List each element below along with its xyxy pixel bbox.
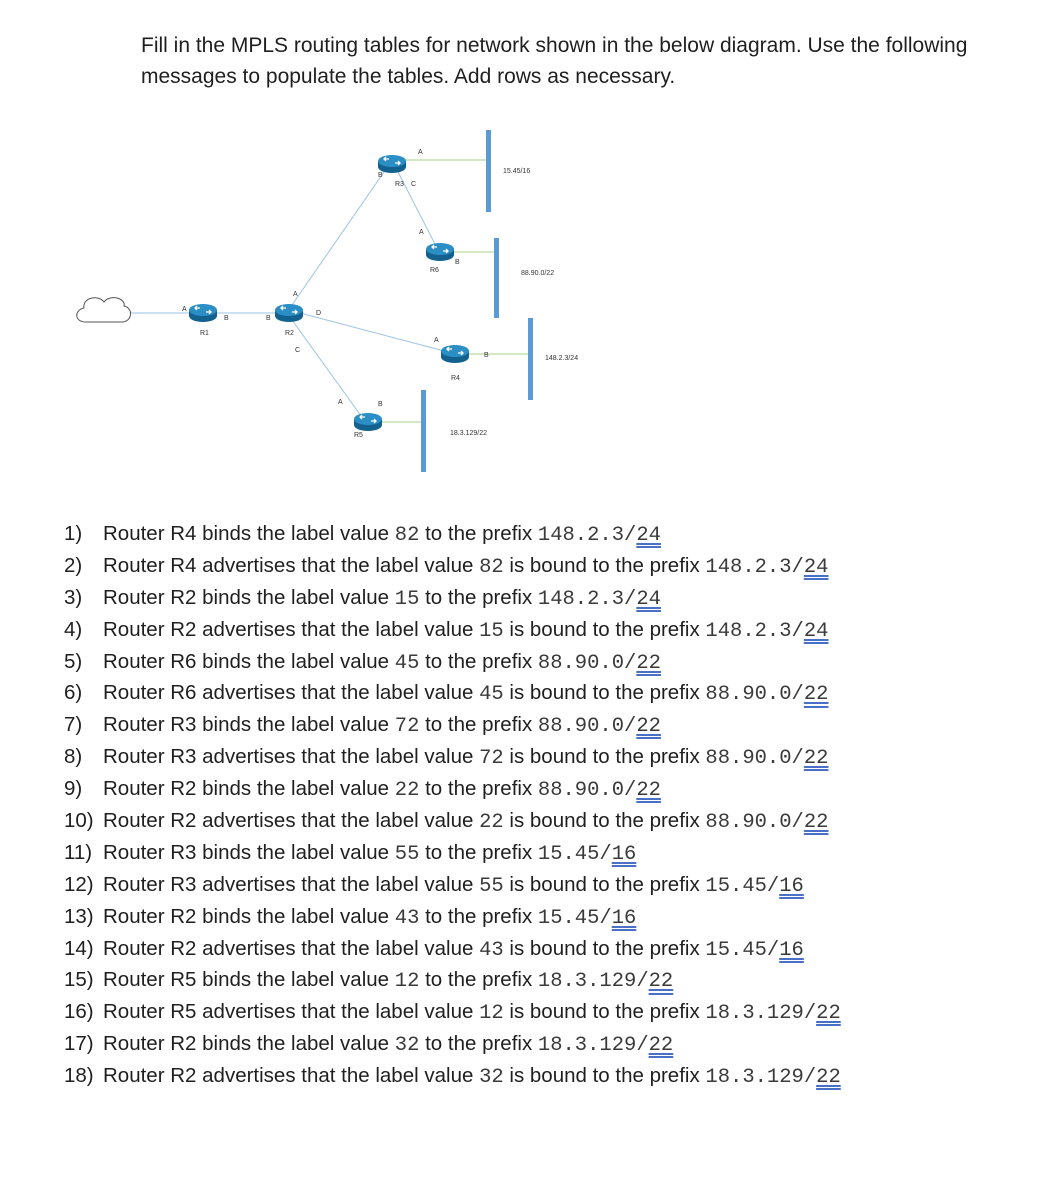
message-prefix-base: 148.2.3/ — [705, 619, 804, 643]
message-item — [64, 741, 841, 773]
message-prefix — [538, 907, 636, 930]
message-prefix — [705, 1066, 840, 1089]
message-item — [64, 1028, 841, 1060]
message-prefix-length: 16 — [779, 874, 804, 898]
message-label-value: 22 — [394, 779, 420, 803]
message-connector: to the prefix — [425, 713, 533, 737]
network-label-15-45: 15.45/16 — [503, 168, 531, 175]
message-label-value: 72 — [479, 747, 504, 771]
message-prefix-length: 24 — [636, 524, 661, 547]
message-label-value: 32 — [394, 1034, 420, 1058]
port-r4-b: B — [484, 352, 489, 359]
message-connector: is bound to the prefix — [509, 1000, 700, 1024]
message-number: 12) — [64, 872, 94, 896]
message-number: 13) — [64, 904, 94, 928]
port-r5-b: B — [378, 401, 383, 408]
message-router: Router R2 — [103, 809, 197, 833]
message-prefix-base: 88.90.0/ — [705, 747, 804, 771]
message-connector: is bound to the prefix — [509, 1064, 700, 1088]
message-prefix — [705, 811, 828, 834]
message-number: 15) — [64, 968, 94, 992]
router-r5-label: R5 — [354, 432, 363, 439]
router-r1-label: R1 — [200, 330, 209, 337]
message-prefix-base: 15.45/ — [705, 874, 780, 898]
message-connector: to the prefix — [425, 904, 533, 928]
message-router: Router R2 — [103, 1032, 197, 1056]
message-item — [64, 550, 841, 582]
message-router: Router R2 — [103, 904, 197, 928]
message-item — [64, 582, 841, 614]
message-router: Router R2 — [103, 617, 197, 641]
message-router: Router R6 — [103, 649, 197, 673]
message-prefix-length: 16 — [611, 842, 637, 866]
network-label-88-90: 88.90.0/22 — [521, 270, 555, 277]
message-prefix — [538, 588, 661, 611]
network-label-18-3: 18.3.129/22 — [450, 430, 487, 437]
message-prefix-base: 15.45/ — [705, 938, 780, 962]
router-r5-icon — [354, 413, 382, 431]
message-prefix-length: 24 — [636, 587, 661, 611]
message-label-value: 45 — [479, 683, 504, 707]
message-prefix-base: 88.90.0/ — [705, 683, 804, 707]
message-item — [64, 677, 841, 709]
message-item — [64, 901, 841, 933]
message-prefix-length: 22 — [636, 715, 661, 739]
message-label-value: 43 — [479, 938, 504, 962]
message-prefix-length: 22 — [648, 1034, 674, 1058]
message-connector: is bound to the prefix — [509, 936, 700, 960]
network-bar-88-90 — [494, 238, 499, 318]
message-item — [64, 837, 841, 869]
cloud-icon — [77, 298, 131, 322]
message-prefix — [705, 683, 828, 706]
message-number: 3) — [64, 585, 83, 609]
message-item — [64, 869, 841, 901]
message-prefix — [705, 747, 828, 770]
message-number: 4) — [64, 617, 83, 641]
message-label-value: 55 — [479, 874, 504, 898]
message-label-value: 15 — [394, 587, 420, 611]
message-prefix — [538, 843, 636, 866]
message-router: Router R2 — [103, 936, 197, 960]
message-router: Router R3 — [103, 872, 197, 896]
message-prefix-base: 88.90.0/ — [705, 811, 804, 835]
message-item — [64, 709, 841, 741]
message-prefix-base: 18.3.129/ — [705, 1066, 817, 1090]
message-prefix — [705, 1002, 840, 1025]
message-label-value: 43 — [394, 906, 420, 930]
message-label-value: 45 — [394, 651, 420, 675]
message-number: 5) — [64, 649, 83, 673]
message-prefix-base: 18.3.129/ — [705, 1002, 817, 1026]
message-prefix — [705, 939, 803, 962]
message-prefix-base: 148.2.3/ — [705, 555, 804, 579]
router-r2-icon — [275, 304, 303, 322]
message-connector: is bound to the prefix — [509, 745, 700, 769]
port-r5-a: A — [338, 399, 343, 406]
message-connector: to the prefix — [425, 840, 533, 864]
message-number: 9) — [64, 777, 83, 801]
message-verb: advertises that the label value — [202, 872, 474, 896]
message-prefix-base: 88.90.0/ — [537, 651, 637, 675]
message-prefix-length: 22 — [816, 1066, 841, 1090]
message-item — [64, 518, 841, 550]
message-prefix-length: 22 — [803, 747, 829, 771]
port-r1-b: B — [224, 315, 229, 322]
message-verb: binds the label value — [202, 522, 390, 545]
message-item — [64, 773, 841, 805]
message-verb: binds the label value — [202, 1032, 390, 1056]
message-number: 8) — [64, 745, 83, 769]
message-verb: binds the label value — [202, 968, 390, 992]
message-prefix-base: 148.2.3/ — [537, 524, 637, 547]
message-prefix — [538, 970, 673, 993]
message-prefix-length: 24 — [803, 619, 829, 643]
network-bar-148-2 — [528, 318, 533, 400]
message-number: 16) — [64, 1000, 94, 1024]
message-verb: advertises that the label value — [202, 617, 474, 641]
message-router: Router R2 — [103, 1064, 197, 1088]
message-prefix-length: 22 — [636, 651, 661, 675]
message-router: Router R6 — [103, 681, 197, 705]
message-item — [64, 1060, 841, 1092]
message-prefix-base: 15.45/ — [537, 906, 612, 930]
message-router: Router R5 — [103, 1000, 197, 1024]
message-connector: to the prefix — [425, 777, 533, 801]
link-r2-r5 — [292, 320, 364, 420]
network-label-148-2: 148.2.3/24 — [545, 355, 579, 362]
message-verb: advertises that the label value — [202, 681, 474, 705]
message-item — [64, 996, 841, 1028]
port-r2-b: B — [266, 315, 271, 322]
message-connector: is bound to the prefix — [509, 617, 700, 641]
links — [128, 160, 530, 422]
router-r4-icon — [441, 345, 469, 363]
message-router: Router R4 — [103, 522, 197, 545]
message-item — [64, 964, 841, 996]
router-r3-label: R3 — [395, 181, 404, 188]
message-number: 1) — [64, 522, 83, 545]
network-diagram — [0, 0, 1054, 500]
message-number: 14) — [64, 936, 94, 960]
message-number: 11) — [64, 840, 93, 864]
message-item — [64, 614, 841, 646]
message-connector: to the prefix — [425, 585, 533, 609]
message-verb: advertises that the label value — [202, 936, 474, 960]
message-verb: advertises that the label value — [202, 745, 474, 769]
message-label-value: 22 — [479, 811, 504, 835]
message-router: Router R3 — [103, 745, 197, 769]
message-prefix-length: 16 — [611, 906, 637, 930]
message-number: 10) — [64, 809, 94, 833]
message-label-value: 15 — [479, 619, 504, 643]
port-r3-a: A — [418, 149, 423, 156]
message-prefix — [705, 875, 803, 898]
message-prefix — [705, 620, 828, 643]
message-prefix-base: 15.45/ — [537, 842, 612, 866]
message-prefix-length: 22 — [816, 1002, 841, 1026]
message-prefix-length: 16 — [779, 938, 804, 962]
message-verb: binds the label value — [202, 777, 390, 801]
message-label-value: 55 — [394, 842, 420, 866]
router-r3-icon — [378, 155, 406, 173]
port-r2-a: A — [293, 291, 298, 298]
port-r2-d: D — [316, 310, 322, 317]
message-label-value: 12 — [394, 970, 420, 994]
message-verb: advertises that the label value — [202, 553, 474, 577]
message-item — [64, 805, 841, 837]
message-prefix-length: 22 — [636, 779, 661, 803]
message-verb: binds the label value — [202, 840, 390, 864]
message-prefix — [538, 652, 661, 675]
message-router: Router R5 — [103, 968, 197, 992]
link-r2-r3 — [292, 172, 384, 305]
message-verb: advertises that the label value — [202, 1064, 474, 1088]
message-verb: binds the label value — [202, 904, 390, 928]
message-label-value: 82 — [394, 524, 420, 547]
port-r4-a: A — [434, 337, 439, 344]
message-label-value: 32 — [479, 1066, 504, 1090]
message-item — [64, 933, 841, 965]
message-prefix-base: 88.90.0/ — [537, 779, 637, 803]
router-r6-label: R6 — [430, 267, 439, 274]
message-connector: to the prefix — [425, 649, 533, 673]
message-list — [64, 518, 841, 1092]
message-prefix — [538, 779, 661, 802]
router-r6-icon — [426, 243, 454, 261]
message-verb: advertises that the label value — [202, 1000, 474, 1024]
message-prefix-base: 88.90.0/ — [537, 715, 637, 739]
message-prefix-length: 24 — [803, 555, 829, 579]
message-prefix-base: 18.3.129/ — [537, 970, 649, 994]
message-number: 18) — [64, 1064, 94, 1088]
message-number: 2) — [64, 553, 83, 577]
message-prefix-length: 22 — [803, 811, 829, 835]
message-label-value: 12 — [479, 1002, 504, 1026]
message-router: Router R4 — [103, 553, 197, 577]
router-r4-label: R4 — [451, 375, 460, 382]
router-r1-icon — [189, 304, 217, 322]
port-r6-b: B — [455, 259, 460, 266]
port-r2-c: C — [295, 347, 301, 354]
message-connector: to the prefix — [425, 522, 533, 545]
message-prefix — [538, 1034, 673, 1057]
message-router: Router R3 — [103, 713, 197, 737]
message-label-value: 82 — [479, 555, 504, 579]
link-r2-r4 — [300, 313, 448, 352]
port-r3-b: B — [378, 172, 383, 179]
network-bar-15-45 — [486, 130, 491, 212]
message-router: Router R2 — [103, 777, 197, 801]
port-r3-c: C — [411, 181, 417, 188]
message-prefix — [538, 524, 661, 547]
message-prefix — [538, 715, 661, 738]
port-r6-a: A — [419, 229, 424, 236]
message-connector: is bound to the prefix — [509, 553, 700, 577]
message-prefix-base: 148.2.3/ — [537, 587, 637, 611]
message-verb: binds the label value — [202, 585, 390, 609]
message-label-value: 72 — [394, 715, 420, 739]
message-prefix-length: 22 — [648, 970, 674, 994]
message-number: 7) — [64, 713, 83, 737]
message-number: 17) — [64, 1032, 94, 1056]
message-number: 6) — [64, 681, 83, 705]
network-bar-18-3 — [421, 390, 426, 472]
message-prefix-base: 18.3.129/ — [537, 1034, 649, 1058]
message-prefix — [705, 556, 828, 579]
message-router: Router R3 — [103, 840, 197, 864]
message-verb: binds the label value — [202, 713, 390, 737]
message-connector: is bound to the prefix — [509, 809, 700, 833]
message-verb: advertises that the label value — [202, 809, 474, 833]
port-r1-a: A — [182, 306, 187, 313]
message-verb: binds the label value — [202, 649, 390, 673]
instructions-text: Fill in the MPLS routing tables for network shown in the below diagram. Use the following messages to populate the tables. Add rows as necessary. — [141, 34, 968, 88]
message-router: Router R2 — [103, 585, 197, 609]
message-prefix-length: 22 — [803, 683, 829, 707]
message-connector: to the prefix — [425, 968, 533, 992]
router-r2-label: R2 — [285, 330, 294, 337]
message-connector: is bound to the prefix — [509, 872, 700, 896]
message-item — [64, 646, 841, 678]
message-connector: to the prefix — [425, 1032, 533, 1056]
message-connector: is bound to the prefix — [509, 681, 700, 705]
